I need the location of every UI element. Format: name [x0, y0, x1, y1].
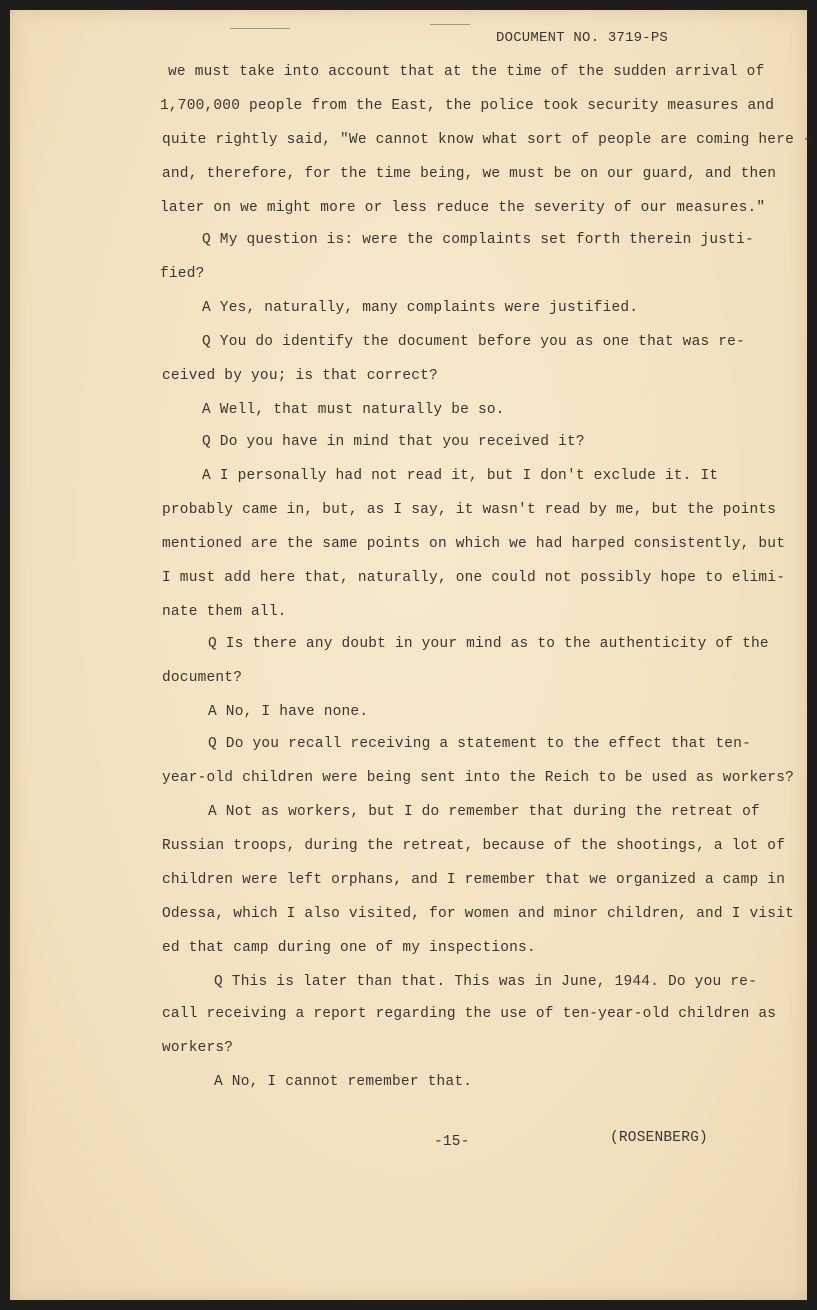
footer-name: (ROSENBERG) — [610, 1130, 708, 1146]
question-line: Q My question is: were the complaints set forth therein justi- — [202, 232, 754, 248]
question-line: Q Do you recall receiving a statement to the effect that ten- — [208, 736, 751, 752]
document-page — [10, 10, 812, 1300]
text-line: workers? — [162, 1040, 234, 1056]
text-line: children were left orphans, and I remember that we organized a camp in — [162, 872, 786, 888]
question-line: Q This is later than that. This was in June, 1944. Do you re- — [214, 974, 757, 990]
answer-line: A No, I cannot remember that. — [214, 1074, 473, 1090]
text-line: Russian troops, during the retreat, because of the shootings, a lot of — [162, 838, 786, 854]
text-line: fied? — [160, 266, 205, 282]
text-line: probably came in, but, as I say, it wasn't read by me, but the points — [162, 502, 777, 518]
answer-line: A Yes, naturally, many complaints were justified. — [202, 300, 639, 316]
text-line: ed that camp during one of my inspections. — [162, 940, 536, 956]
text-line: call receiving a report regarding the use of ten-year-old children as — [162, 1006, 777, 1022]
text-line: document? — [162, 670, 243, 686]
text-line: quite rightly said, "We cannot know what sort of people are coming here - — [162, 132, 812, 148]
text-line: we must take into account that at the time of the sudden arrival of — [168, 64, 765, 80]
text-line: 1,700,000 people from the East, the police took security measures and — [160, 98, 775, 114]
answer-line: A I personally had not read it, but I don't exclude it. It — [202, 468, 719, 484]
question-line: Q Do you have in mind that you received it? — [202, 434, 585, 450]
text-line: year-old children were being sent into the Reich to be used as workers? — [162, 770, 795, 786]
answer-line: A No, I have none. — [208, 704, 369, 720]
text-line: I must add here that, naturally, one could not possibly hope to elimi- — [162, 570, 786, 586]
text-line: and, therefore, for the time being, we must be on our guard, and then — [162, 166, 777, 182]
page-number: -15- — [434, 1134, 470, 1150]
text-line: mentioned are the same points on which we had harped consistently, but — [162, 536, 786, 552]
text-line: Odessa, which I also visited, for women and minor children, and I visit — [162, 906, 795, 922]
question-line: Q You do identify the document before you as one that was re- — [202, 334, 745, 350]
text-line: nate them all. — [162, 604, 287, 620]
text-line: ceived by you; is that correct? — [162, 368, 438, 384]
paper-speckle — [430, 24, 470, 25]
text-line: later on we might more or less reduce the severity of our measures." — [160, 200, 766, 216]
answer-line: A Well, that must naturally be so. — [202, 402, 505, 418]
paper-speckle — [230, 28, 290, 29]
answer-line: A Not as workers, but I do remember that during the retreat of — [208, 804, 760, 820]
question-line: Q Is there any doubt in your mind as to the authenticity of the — [208, 636, 769, 652]
document-header: DOCUMENT NO. 3719-PS — [496, 30, 669, 46]
